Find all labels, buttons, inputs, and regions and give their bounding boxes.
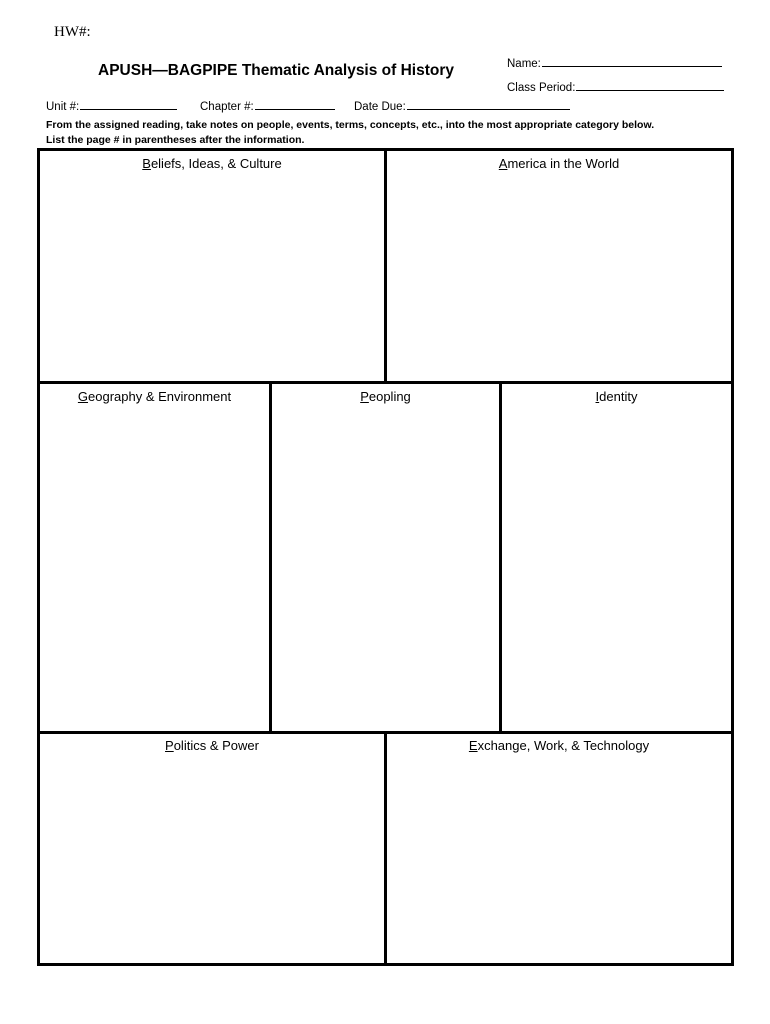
cell-initial: G	[77, 389, 89, 404]
cell-title-text: olitics & Power	[173, 738, 259, 753]
cell-initial: E	[468, 738, 478, 753]
class-period-label: Class Period:	[507, 82, 576, 94]
grid-divider-middle-right	[499, 381, 502, 731]
cell-title-text: dentity	[599, 389, 638, 404]
bagpipe-grid	[37, 148, 734, 966]
name-field[interactable]	[507, 55, 722, 70]
cell-title-text: eography & Environment	[88, 389, 232, 404]
hw-label: HW#:	[54, 24, 91, 40]
cell-initial: P	[165, 738, 174, 753]
cell-initial: A	[498, 156, 508, 171]
instructions-line-1: From the assigned reading, take notes on people, events, terms, concepts, etc., into the most appropriate category below.	[46, 119, 655, 131]
cell-title-text: merica in the World	[507, 156, 620, 171]
date-due-label: Date Due:	[354, 101, 406, 113]
cell-title-identity	[502, 389, 731, 404]
chapter-blank[interactable]	[255, 98, 335, 110]
cell-initial: B	[142, 156, 151, 171]
unit-field[interactable]	[46, 98, 177, 113]
cell-initial: I	[595, 389, 600, 404]
cell-title-text: eopling	[368, 389, 411, 404]
instructions-line-2: List the page # in parentheses after the information.	[46, 134, 305, 146]
name-blank[interactable]	[542, 55, 722, 67]
cell-initial: P	[360, 389, 369, 404]
cell-title-peopling	[272, 389, 499, 404]
cell-title-geography-environment	[40, 389, 269, 404]
grid-divider-row-1	[40, 381, 731, 384]
cell-title-america-in-the-world	[387, 156, 731, 171]
chapter-label: Chapter #:	[200, 101, 254, 113]
unit-blank[interactable]	[80, 98, 177, 110]
unit-label: Unit #:	[46, 101, 80, 113]
grid-divider-top	[384, 151, 387, 381]
cell-title-beliefs-ideas-culture	[40, 156, 384, 171]
cell-title-text: xchange, Work, & Technology	[477, 738, 650, 753]
worksheet-title: APUSH—BAGPIPE Thematic Analysis of History	[98, 62, 455, 79]
grid-divider-middle-left	[269, 381, 272, 731]
cell-title-exchange-work-technology	[387, 738, 731, 753]
name-label: Name:	[507, 58, 541, 70]
class-period-blank[interactable]	[576, 79, 724, 91]
cell-title-text: eliefs, Ideas, & Culture	[150, 156, 282, 171]
chapter-field[interactable]	[200, 98, 335, 113]
date-due-blank[interactable]	[407, 98, 570, 110]
class-period-field[interactable]	[507, 79, 724, 94]
grid-divider-bottom	[384, 731, 387, 963]
cell-title-politics-power	[40, 738, 384, 753]
date-due-field[interactable]	[354, 98, 570, 113]
